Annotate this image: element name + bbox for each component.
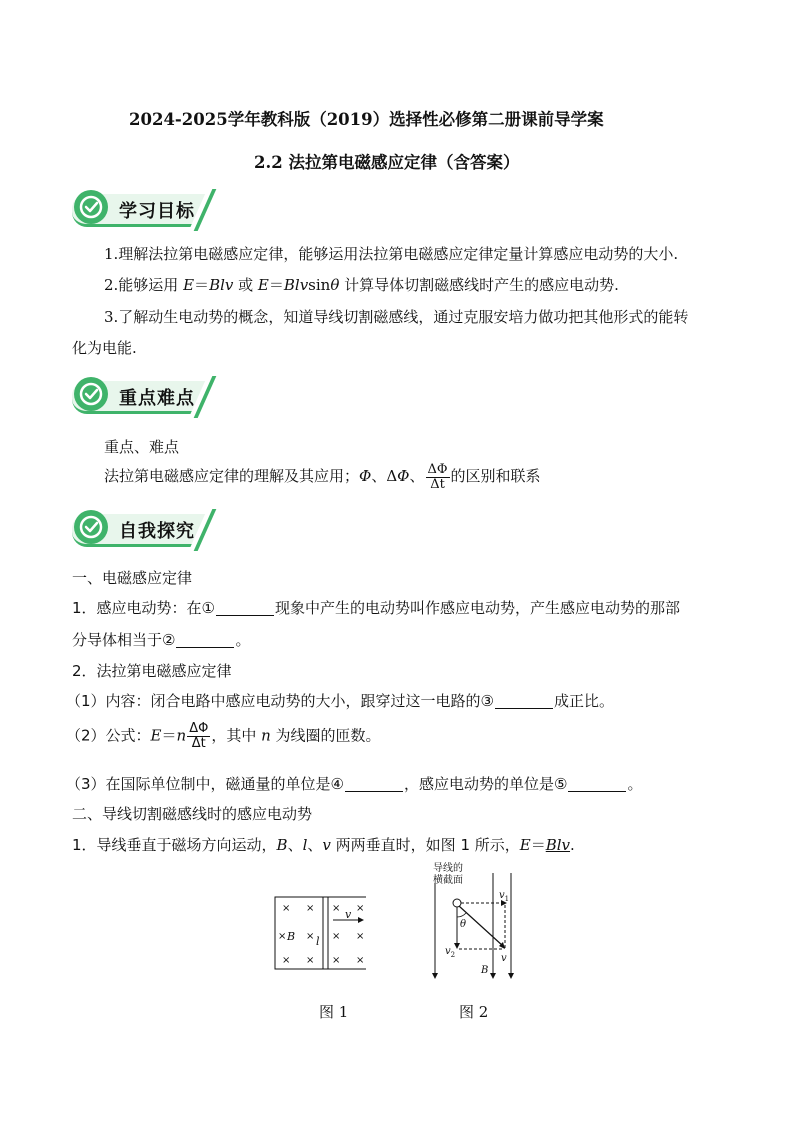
goal-item-1: 1.理解法拉第电磁感应定律，能够运用法拉第电磁感应定律定量计算感应电动势的大小. — [104, 245, 679, 263]
figure-2-caption: 图 2 — [459, 1003, 489, 1021]
fig2-label-v: v — [501, 953, 507, 964]
fig1-label-B: B — [287, 930, 296, 943]
field-mark: × — [306, 931, 315, 942]
keypoints-text: 法拉第电磁感应定律的理解及其应用；Φ、ΔΦ、 $\frac{\Delta\Phi}{\Delta t}$ 的区别和联系 — [104, 462, 541, 492]
fig2-caption-line2: 横截面 — [433, 875, 463, 886]
check-circle-icon — [74, 190, 108, 224]
answer-blank-4[interactable] — [345, 776, 403, 792]
section-header-explore — [72, 506, 228, 550]
question-3: 1．导线垂直于磁场方向运动，B、l、v 两两垂直时，如图 1 所示，E＝Blv. — [72, 836, 575, 854]
goal-item-2: 2.能够运用 E＝Blv 或 E＝Blvsinθ 计算导体切割磁感线时产生的感应电动势. — [104, 276, 619, 294]
question-1-line1: 1．感应电动势：在① 现象中产生的电动势叫作感应电动势，产生感应电动势的那部 — [72, 599, 681, 617]
section-label-goals: 学习目标 — [119, 201, 195, 222]
field-mark: × — [306, 955, 315, 966]
keypoints-subtitle: 重点、难点 — [104, 438, 180, 456]
answer-blank-3[interactable] — [495, 693, 553, 709]
field-mark: × — [278, 931, 287, 942]
field-mark: × — [306, 903, 315, 914]
check-circle-icon — [74, 377, 108, 411]
document-title: 2024-2025学年教科版（2019）选择性必修第二册课前导学案 — [129, 110, 604, 129]
section-header-keypoints — [72, 373, 228, 417]
answer-blank-5[interactable] — [568, 776, 626, 792]
figure-1-caption: 图 1 — [319, 1003, 349, 1021]
figure-1 — [270, 893, 374, 975]
field-mark: × — [356, 903, 365, 914]
goal-item-3-line1: 3.了解动生电动势的概念，知道导线切割磁感线，通过克服安培力做功把其他形式的能转 — [104, 308, 689, 326]
fig2-label-v2: $v_2$ — [445, 946, 456, 959]
question-2-3: （3）在国际单位制中，磁通量的单位是④ ，感应电动势的单位是⑤ 。 — [66, 775, 643, 793]
section-label-keypoints: 重点难点 — [119, 388, 195, 409]
figure-2 — [425, 861, 525, 983]
fig2-label-v1: $v_1$ — [499, 890, 510, 903]
document-subtitle: 2.2 法拉第电磁感应定律（含答案） — [254, 153, 520, 172]
fig2-label-B: B — [481, 965, 489, 976]
field-mark: × — [332, 955, 341, 966]
answer-blank-1[interactable] — [216, 600, 274, 616]
question-2-1: （1）内容：闭合电路中感应电动势的大小，跟穿过这一电路的③ 成正比。 — [66, 692, 615, 710]
part2-title: 二、导线切割磁感线时的感应电动势 — [72, 805, 313, 823]
section-label-explore: 自我探究 — [119, 521, 195, 542]
field-mark: × — [282, 955, 291, 966]
fig1-label-v: v — [345, 908, 352, 921]
field-mark: × — [332, 931, 341, 942]
fig1-label-l: l — [316, 935, 320, 948]
question-1-line2: 分导体相当于② 。 — [72, 631, 251, 649]
section-header-goals — [72, 186, 228, 230]
field-mark: × — [282, 903, 291, 914]
fig2-label-theta: θ — [460, 919, 467, 930]
question-2-title: 2．法拉第电磁感应定律 — [72, 662, 232, 680]
fig2-caption-line1: 导线的 — [433, 863, 463, 874]
part1-title: 一、电磁感应定律 — [72, 569, 193, 587]
field-mark: × — [332, 903, 341, 914]
field-mark: × — [356, 931, 365, 942]
question-2-2: （2）公式：E＝n $\frac{\Delta\Phi}{\Delta t}$ ，其中 n 为线圈的匝数。 — [66, 721, 381, 751]
goal-item-3-line2: 化为电能. — [72, 339, 137, 357]
check-circle-icon — [74, 510, 108, 544]
field-mark: × — [356, 955, 365, 966]
answer-blank-2[interactable] — [176, 632, 234, 648]
